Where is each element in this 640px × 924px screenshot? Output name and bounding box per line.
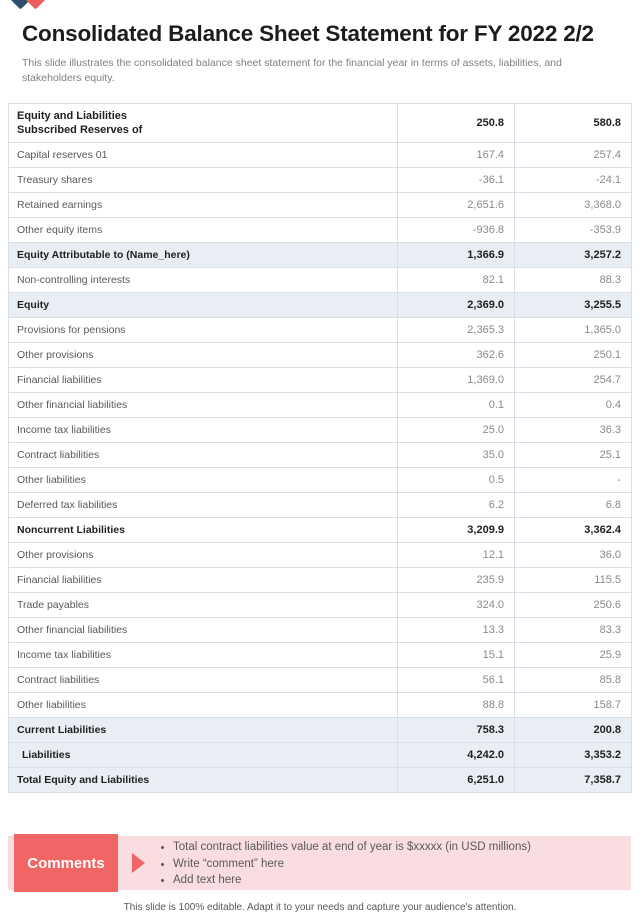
- row-label: Income tax liabilities: [9, 418, 398, 443]
- row-value-2: 250.1: [515, 343, 632, 368]
- table-row: [9, 568, 632, 593]
- table-header-row: [9, 104, 632, 143]
- table-row: [9, 743, 632, 768]
- page-subtitle: This slide illustrates the consolidated balance sheet statement for the financial year in terms of assets, liabilities, and stakeholders equity.: [22, 57, 562, 84]
- table-row: [9, 718, 632, 743]
- row-label: Total Equity and Liabilities: [9, 768, 398, 793]
- balance-sheet-table: [8, 103, 632, 793]
- row-label: Capital reserves 01: [9, 143, 398, 168]
- row-value-2: 85.8: [515, 668, 632, 693]
- row-value-2: 3,257.2: [515, 243, 632, 268]
- row-label: Income tax liabilities: [9, 643, 398, 668]
- row-label: Other liabilities: [9, 693, 398, 718]
- table-header-label-line1: Equity and Liabilities: [17, 109, 128, 122]
- row-value-1: 4,242.0: [398, 743, 515, 768]
- row-value-1: 2,365.3: [398, 318, 515, 343]
- row-value-2: 158.7: [515, 693, 632, 718]
- comments-list: [158, 839, 633, 889]
- table-row: [9, 643, 632, 668]
- row-value-1: 235.9: [398, 568, 515, 593]
- logo-diamond-right-icon: [23, 0, 47, 10]
- row-value-1: -936.8: [398, 218, 515, 243]
- row-value-1: 362.6: [398, 343, 515, 368]
- table-row: [9, 418, 632, 443]
- row-label: Provisions for pensions: [9, 318, 398, 343]
- row-label: Other equity items: [9, 218, 398, 243]
- row-value-2: -353.9: [515, 218, 632, 243]
- row-value-1: 324.0: [398, 593, 515, 618]
- row-label: Retained earnings: [9, 193, 398, 218]
- row-value-1: 13.3: [398, 618, 515, 643]
- row-value-1: 35.0: [398, 443, 515, 468]
- row-value-1: 88.8: [398, 693, 515, 718]
- row-value-2: 115.5: [515, 568, 632, 593]
- table-row: [9, 768, 632, 793]
- row-value-1: 82.1: [398, 268, 515, 293]
- row-value-1: 25.0: [398, 418, 515, 443]
- row-label: Contract liabilities: [9, 668, 398, 693]
- page-title: Consolidated Balance Sheet Statement for FY 2022 2/2: [22, 21, 594, 46]
- table-row: [9, 318, 632, 343]
- table-row: [9, 468, 632, 493]
- row-label: Equity: [9, 293, 398, 318]
- table-row: [9, 668, 632, 693]
- row-label: Liabilities: [9, 743, 398, 768]
- row-value-2: 25.9: [515, 643, 632, 668]
- row-label: Financial liabilities: [9, 368, 398, 393]
- row-value-2: 25.1: [515, 443, 632, 468]
- brand-logo: [11, 0, 71, 16]
- table-row: [9, 143, 632, 168]
- comment-item: • Total contract liabilities value at end of year is $xxxxx (in USD millions): [173, 839, 633, 856]
- row-label: Deferred tax liabilities: [9, 493, 398, 518]
- balance-table-body: [9, 104, 632, 793]
- row-value-1: 6,251.0: [398, 768, 515, 793]
- row-value-2: 250.6: [515, 593, 632, 618]
- row-value-2: 7,358.7: [515, 768, 632, 793]
- table-row: [9, 293, 632, 318]
- row-label: Treasury shares: [9, 168, 398, 193]
- table-header-value-1: 250.8: [398, 104, 515, 143]
- comments-label: [14, 834, 118, 892]
- table-row: [9, 243, 632, 268]
- row-value-2: 88.3: [515, 268, 632, 293]
- row-label: Other liabilities: [9, 468, 398, 493]
- table-row: [9, 268, 632, 293]
- table-row: [9, 543, 632, 568]
- row-value-1: 0.5: [398, 468, 515, 493]
- row-value-1: 1,369.0: [398, 368, 515, 393]
- row-value-1: 167.4: [398, 143, 515, 168]
- table-header-label: [9, 104, 398, 143]
- row-value-1: 6.2: [398, 493, 515, 518]
- table-row: [9, 193, 632, 218]
- row-value-2: 200.8: [515, 718, 632, 743]
- row-value-2: 36.3: [515, 418, 632, 443]
- row-value-2: -: [515, 468, 632, 493]
- row-value-1: 12.1: [398, 543, 515, 568]
- table-row: [9, 618, 632, 643]
- row-label: Other financial liabilities: [9, 393, 398, 418]
- row-label: Other financial liabilities: [9, 618, 398, 643]
- table-row: [9, 393, 632, 418]
- row-value-2: 254.7: [515, 368, 632, 393]
- comments-label-text: Comments: [27, 854, 105, 872]
- table-row: [9, 493, 632, 518]
- row-value-1: 758.3: [398, 718, 515, 743]
- table-row: [9, 218, 632, 243]
- row-value-2: 3,368.0: [515, 193, 632, 218]
- row-value-1: 2,369.0: [398, 293, 515, 318]
- row-value-1: 1,366.9: [398, 243, 515, 268]
- table-row: [9, 693, 632, 718]
- comment-item: • Add text here: [173, 872, 633, 889]
- table-header-label-line2: Subscribed Reserves of: [17, 124, 143, 136]
- comment-item: • Write “comment” here: [173, 856, 633, 873]
- row-label: Other provisions: [9, 343, 398, 368]
- row-value-1: 3,209.9: [398, 518, 515, 543]
- row-label: Equity Attributable to (Name_here): [9, 243, 398, 268]
- table-header-value-2: 580.8: [515, 104, 632, 143]
- row-value-2: 0.4: [515, 393, 632, 418]
- table-row: [9, 518, 632, 543]
- row-value-2: 257.4: [515, 143, 632, 168]
- row-value-1: 0.1: [398, 393, 515, 418]
- table-row: [9, 343, 632, 368]
- table-row: [9, 168, 632, 193]
- row-value-2: -24.1: [515, 168, 632, 193]
- row-value-1: -36.1: [398, 168, 515, 193]
- table-row: [9, 443, 632, 468]
- footer-note: This slide is 100% editable. Adapt it to your needs and capture your audience's attention.: [123, 902, 517, 913]
- row-label: Noncurrent Liabilities: [9, 518, 398, 543]
- row-label: Financial liabilities: [9, 568, 398, 593]
- row-value-2: 3,362.4: [515, 518, 632, 543]
- row-label: Non-controlling interests: [9, 268, 398, 293]
- table-row: [9, 368, 632, 393]
- row-value-2: 3,255.5: [515, 293, 632, 318]
- table-row: [9, 593, 632, 618]
- row-label: Contract liabilities: [9, 443, 398, 468]
- row-value-2: 6.8: [515, 493, 632, 518]
- row-label: Current Liabilities: [9, 718, 398, 743]
- row-value-1: 15.1: [398, 643, 515, 668]
- row-value-2: 83.3: [515, 618, 632, 643]
- row-value-2: 3,353.2: [515, 743, 632, 768]
- comments-arrow-icon: [132, 853, 145, 873]
- row-label: Trade payables: [9, 593, 398, 618]
- row-value-2: 36.0: [515, 543, 632, 568]
- row-value-1: 56.1: [398, 668, 515, 693]
- row-value-2: 1,365.0: [515, 318, 632, 343]
- row-value-1: 2,651.6: [398, 193, 515, 218]
- row-label: Other provisions: [9, 543, 398, 568]
